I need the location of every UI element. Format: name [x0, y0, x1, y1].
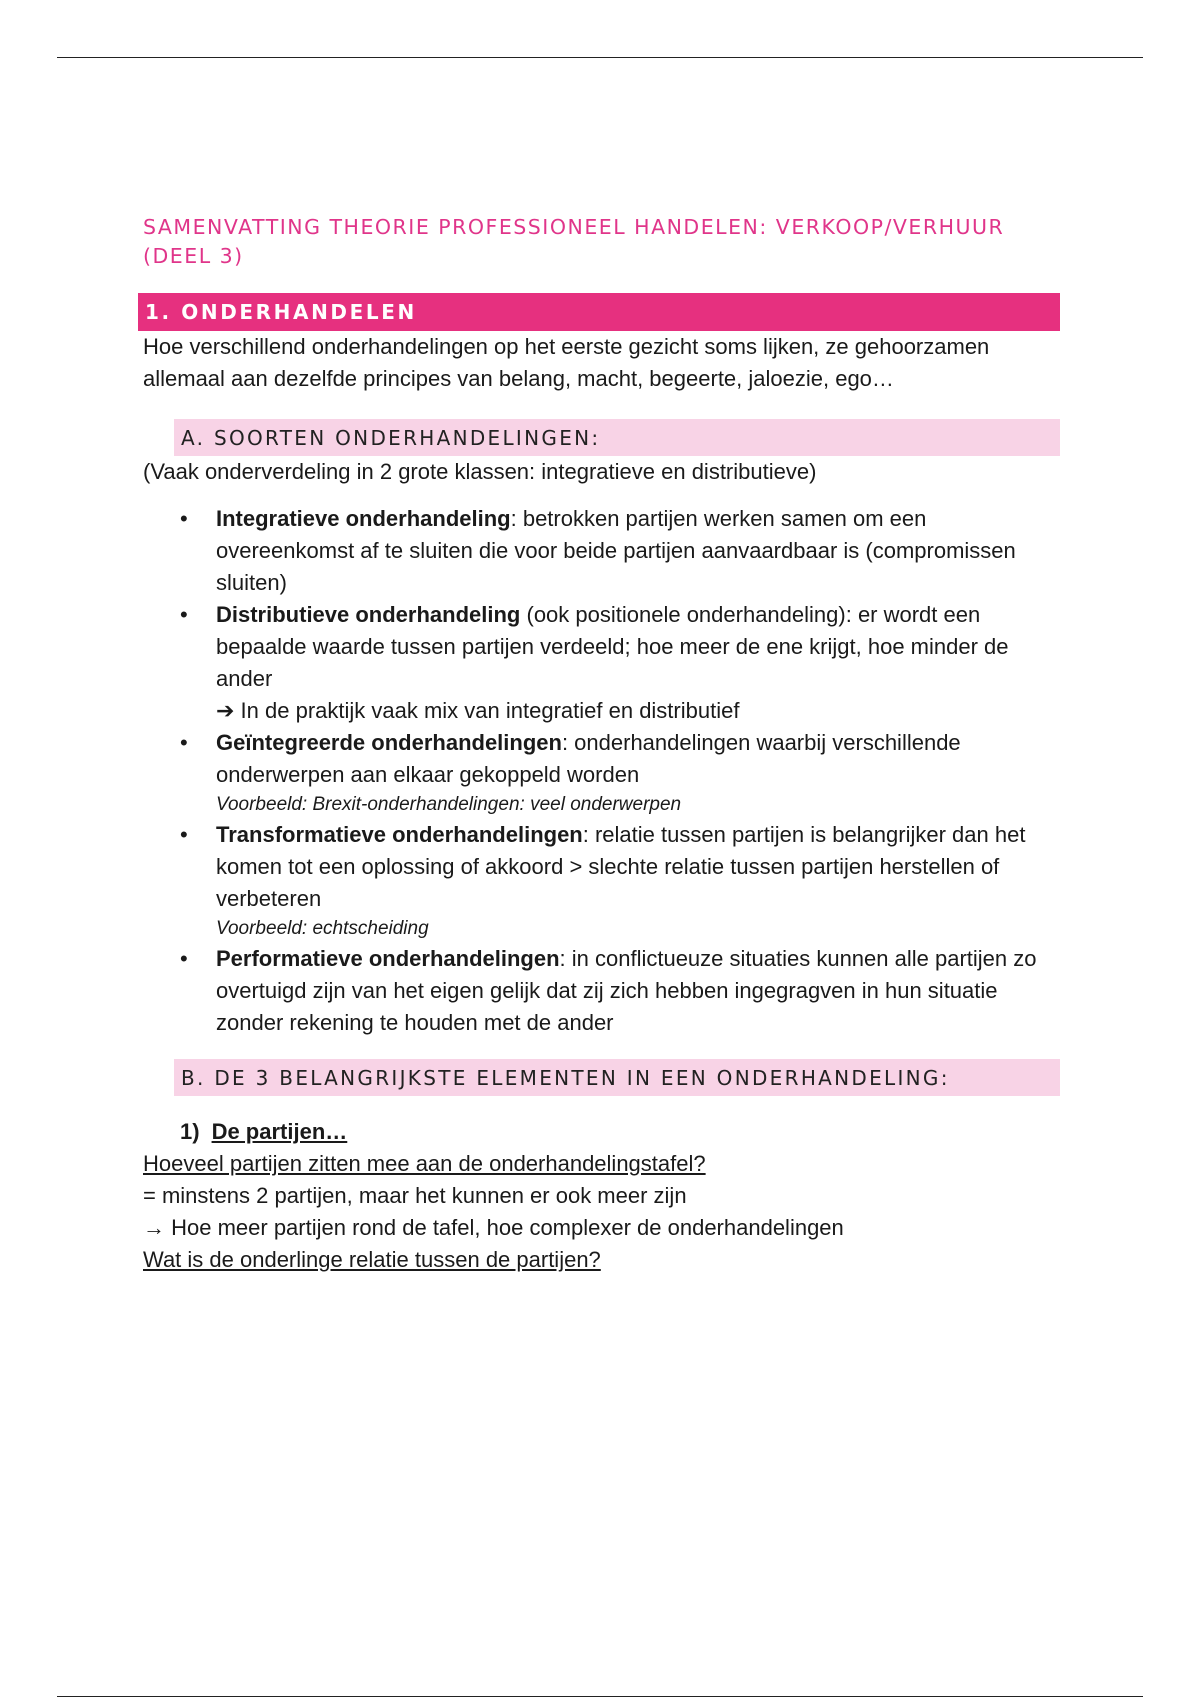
bullet-glyph: • [180, 730, 188, 755]
list-item [180, 943, 1063, 1039]
heading-belangrijkste-elementen [174, 1059, 1060, 1096]
bullet-glyph: • [180, 506, 188, 531]
answer-minstens-twee: = minstens 2 partijen, maar het kunnen er ook meer zijn [143, 1183, 687, 1208]
example-echtscheiding: Voorbeeld: echtscheiding [216, 918, 429, 939]
subheading-number: 1) [180, 1119, 200, 1144]
list-item [180, 599, 1063, 727]
heading-soorten-onderhandelingen [174, 419, 1060, 456]
term-integratief: Integratieve onderhandeling [216, 506, 511, 531]
question-aantal-partijen: Hoeveel partijen zitten mee aan de onderhandelingstafel? [143, 1151, 706, 1176]
bullet-glyph: • [180, 822, 188, 847]
desc-integratief: : betrokken partijen werken samen om een overeenkomst af te sluiten die voor beide partijen aanvaardbaar is (compromissen sluiten) [216, 506, 1016, 595]
term-performatief: Performatieve onderhandelingen [216, 946, 560, 971]
desc-performatief: : in conflictueuze situaties kunnen alle partijen zo overtuigd zijn van het eigen gelijk dat zij zich hebben ingegragven in hun situatie zonder rekening te houden met de ander [216, 946, 1037, 1035]
note-mix: ➔ In de praktijk vaak mix van integratief en distributief [216, 698, 740, 723]
question-onderlinge-relatie: Wat is de onderlinge relatie tussen de partijen? [143, 1247, 601, 1272]
bottom-rule [57, 1696, 1143, 1697]
document-body [143, 213, 1063, 1276]
list-item [180, 503, 1063, 599]
desc-distributief: (ook positionele onderhandeling): er wordt een bepaalde waarde tussen partijen verdeeld; hoe meer de ene krijgt, hoe minder de ander [216, 602, 1009, 691]
bullet-glyph: • [180, 946, 188, 971]
term-transformatief: Transformatieve onderhandelingen [216, 822, 583, 847]
answer-complexer: → Hoe meer partijen rond de tafel, hoe complexer de onderhandelingen [143, 1215, 844, 1240]
heading-onderhandelen [138, 293, 1060, 331]
example-brexit: Voorbeeld: Brexit-onderhandelingen: veel onderwerpen [216, 794, 682, 815]
desc-geintegreerd: : onderhandelingen waarbij verschillende onderwerpen aan elkaar gekoppeld worden [216, 730, 961, 787]
heading-elementen-text: B. DE 3 BELANGRIJKSTE ELEMENTEN IN EEN ONDERHANDELING: [181, 1065, 950, 1090]
subheading-partijen [180, 1116, 1063, 1148]
classes-paragraph: (Vaak onderverdeling in 2 grote klassen: integratieve en distributieve) [143, 459, 817, 484]
heading-soorten-text: A. SOORTEN ONDERHANDELINGEN: [181, 425, 601, 450]
term-distributief: Distributieve onderhandeling [216, 602, 521, 627]
document-title: SAMENVATTING THEORIE PROFESSIONEEL HANDELEN: VERKOOP/VERHUUR (DEEL 3) [143, 215, 1005, 268]
subheading-title: De partijen… [211, 1119, 348, 1144]
bullet-glyph: • [180, 602, 188, 627]
negotiation-types-list [143, 503, 1063, 1039]
desc-transformatief: : relatie tussen partijen is belangrijker dan het komen tot een oplossing of akkoord > slechte relatie tussen partijen herstellen of verbeteren [216, 822, 1026, 911]
list-item [180, 727, 1063, 819]
list-item [180, 819, 1063, 943]
heading-onderhandelen-text: 1. ONDERHANDELEN [145, 300, 417, 324]
intro-paragraph: Hoe verschillend onderhandelingen op het eerste gezicht soms lijken, ze gehoorzamen allemaal aan dezelfde principes van belang, macht, begeerte, jaloezie, ego… [143, 334, 990, 391]
term-geintegreerd: Geïntegreerde onderhandelingen [216, 730, 562, 755]
top-rule [57, 57, 1143, 58]
